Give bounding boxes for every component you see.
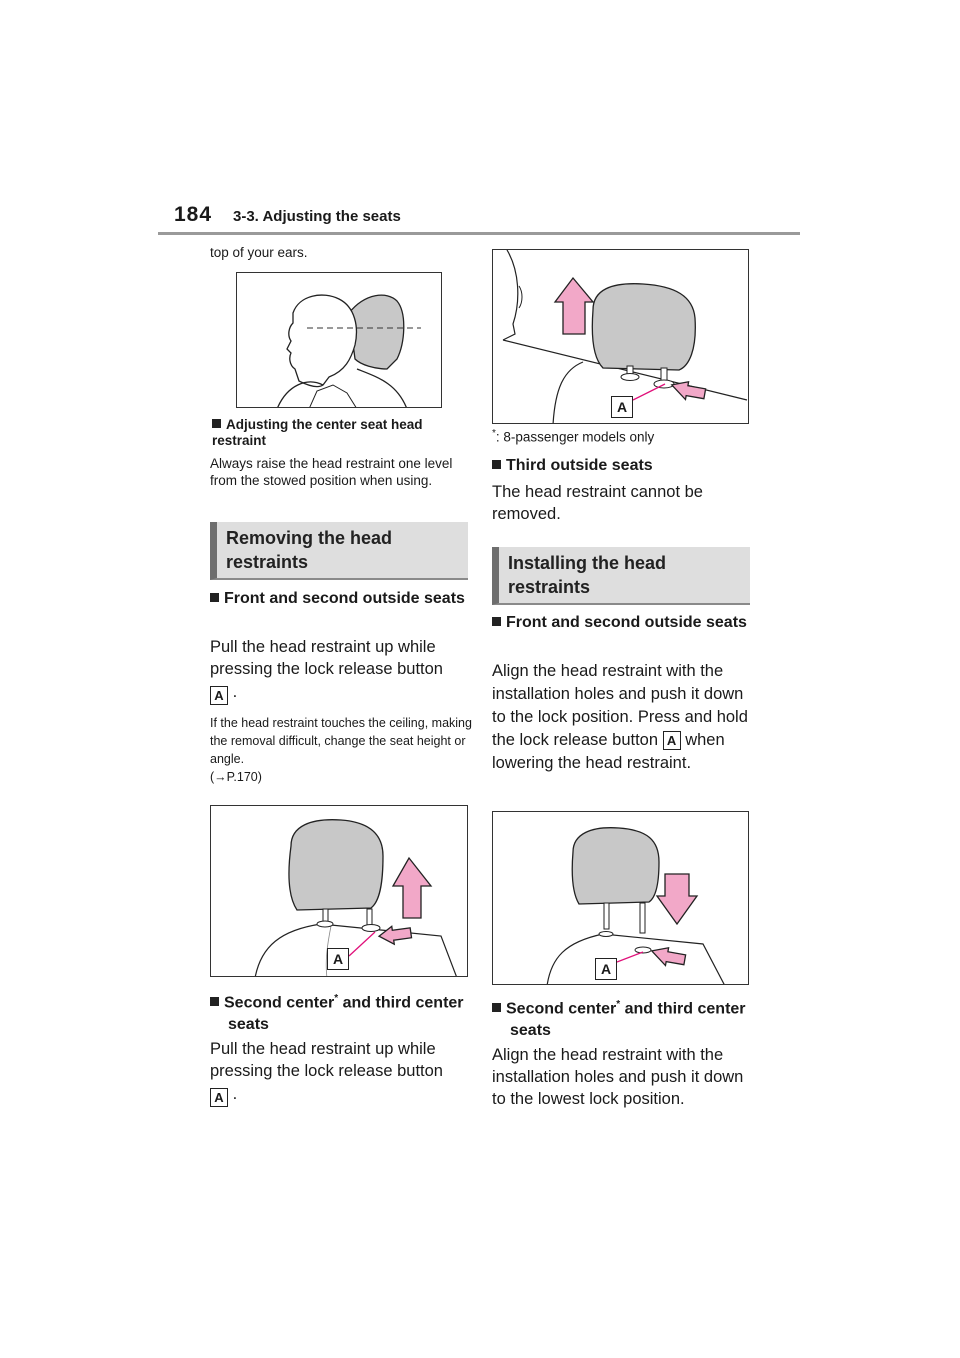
install-second-heading: Second center* and third center seats [492, 994, 770, 1042]
header-rule [158, 232, 800, 235]
remove-front-text: Pull the head restraint up while pressing the lock release button A . [210, 638, 443, 703]
square-bullet-icon [212, 419, 221, 428]
section-title: 3-3. Adjusting the seats [233, 208, 401, 225]
figure-install-front [492, 811, 749, 985]
callout-a-label: A [595, 958, 617, 980]
third-text: The head restraint cannot be removed. [492, 483, 703, 523]
install-second-text: Align the head restraint with the installation holes and push it down to the lowest lock position. [492, 1046, 744, 1108]
footnote: *: 8-passenger models only [492, 428, 655, 445]
removing-banner: Removing the head restraints [210, 522, 468, 580]
callout-a-badge: A [663, 731, 681, 750]
square-bullet-icon [492, 460, 501, 469]
center-text: Always raise the head restraint one level from the stowed position when using. [210, 456, 453, 488]
center-heading: Adjusting the center seat head restraint [212, 417, 423, 448]
square-bullet-icon [492, 617, 501, 626]
installing-banner: Installing the head restraints [492, 547, 750, 605]
callout-a-label: A [327, 948, 349, 970]
callout-a-badge: A [210, 686, 228, 705]
square-bullet-icon [210, 593, 219, 602]
remove-second-heading: Second center* and third center seats [210, 988, 488, 1036]
remove-front-heading: Front and second outside seats [210, 588, 488, 610]
top-text: top of your ears. [210, 245, 308, 260]
square-bullet-icon [492, 1003, 501, 1012]
remove-front-note: If the head restraint touches the ceiling, making the removal difficult, change the seat height or angle. (→P.170) [210, 716, 472, 784]
remove-second-text: Pull the head restraint up while pressing the lock release button A . [210, 1040, 443, 1105]
install-front-heading: Front and second outside seats [492, 612, 770, 634]
install-front-text: Align the head restraint with the installation holes and push it down to the lock position. Press and hold the lock release button A when lowering the head restraint. [492, 662, 748, 772]
square-bullet-icon [210, 997, 219, 1006]
figure-remove-center [492, 249, 749, 424]
third-heading: Third outside seats [492, 455, 752, 477]
figure-head-position [236, 272, 442, 408]
page-number: 184 [174, 203, 213, 226]
callout-a-badge: A [210, 1088, 228, 1107]
figure-remove-front [210, 805, 468, 977]
callout-a-label: A [611, 396, 633, 418]
